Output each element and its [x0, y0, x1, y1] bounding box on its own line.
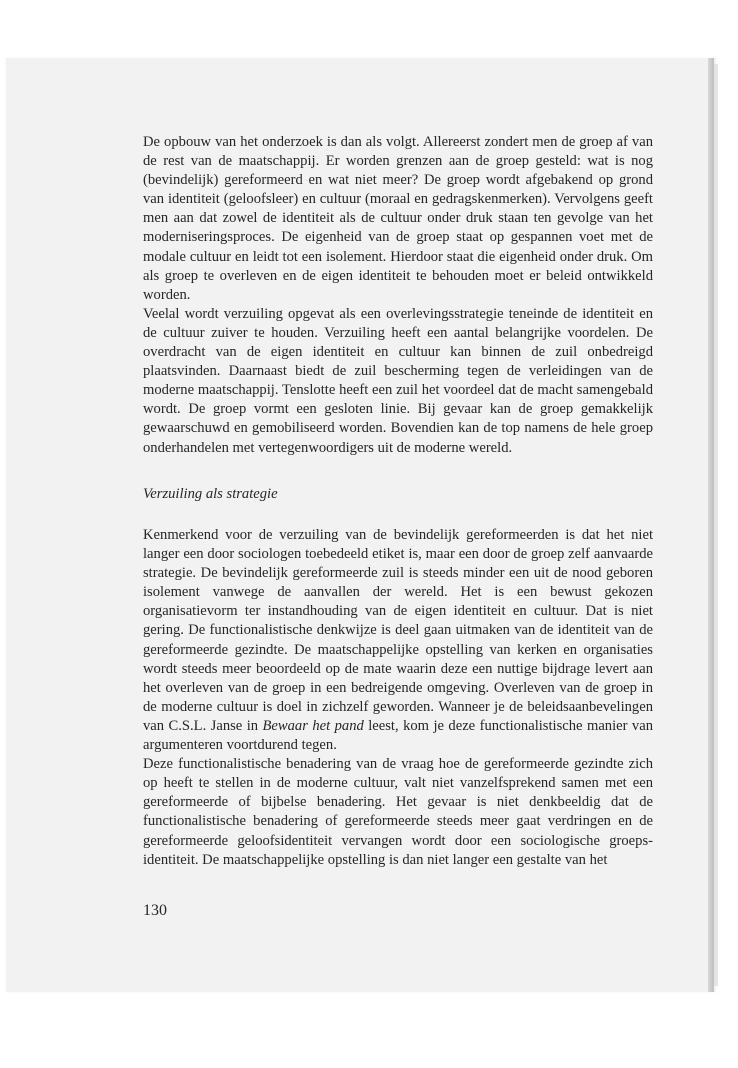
paragraph-3-text-a: Kenmerkend voor de verzuiling van de bevindelijk gereformeerden is dat het niet langer een door sociologen toebedeeld etiket is, maar een door de groep zelf aanvaarde strategie. De bevindelijk gereformeerde zuil is steeds minder een uit de nood geboren isolement vanwege de aanvallen der wereld. Het is een bewust gekozen organisatievorm ter instandhouding van de eigen identiteit en cultuur. Dat is niet gering. De functionalistische denkwijze is deel gaan uitmaken van de identiteit van de gereformeerde gezindte. De maatschappelijke opstelling van kerken en organisaties wordt steeds meer beoordeeld op de mate waarin deze een nuttige bijdrage levert aan het overleven van de groep in een bedreigende omgeving. Overleven van de groep in de moderne cultuur is doel in zichzelf geworden. Wanneer je de beleidsaanbevelingen van C.S.L. Janse in [143, 527, 653, 734]
paragraph-3 [143, 526, 653, 755]
body-section-1 [143, 133, 653, 458]
page-number: 130 [143, 902, 167, 919]
book-title: Bewaar het pand [262, 717, 364, 734]
page-edge-outer [714, 64, 718, 986]
section-heading: Verzuiling als strategie [143, 486, 278, 502]
paragraph-1: De opbouw van het onderzoek is dan als volgt. Allereerst zondert men de groep af van de rest van de maatschappij. Er worden grenzen aan de groep gesteld: wat is nog (bevindelijk) gereformeerd en wat niet meer? De groep wordt afgebakend op grond van identiteit (geloofsleer) en cultuur (moraal en gedragskenmerken). Vervolgens geeft men aan dat zowel de identiteit als de cultuur onder druk staan ten gevolge van het moderniseringsproces. De eigenheid van de groep staat op gespannen voet met de modale cultuur en leidt tot een isolement. Hierdoor staat die eigenheid onder druk. Om als groep te overleven en de eigen identiteit te behouden moet er beleid ontwikkeld worden. [143, 134, 653, 303]
body-section-2 [143, 526, 653, 870]
paragraph-3-text-b: leest, kom je deze functionalistische manier van argumenteren voortdurend tegen. [143, 717, 653, 754]
paragraph-2: Veelal wordt verzuiling opgevat als een overlevingsstrategie teneinde de identiteit en de cultuur zuiver te houden. Verzuiling heeft een aantal belangrijke voordelen. De overdracht van de eigen identiteit en cultuur kan binnen de zuil onbedreigd plaatsvinden. Daarnaast biedt de zuil bescherming tegen de verleidingen van de moderne maatschappij. Tenslotte heeft een zuil het voordeel dat de macht samengebald wordt. De groep vormt een gesloten linie. Bij gevaar kan de groep gemakkelijk gewaarschuwd en gemobiliseerd worden. Bovendien kan de top namens de hele groep onderhandelen met vertegenwoordigers uit de moderne wereld. [143, 305, 653, 456]
paragraph-4: Deze functionalistische benadering van de vraag hoe de gereformeerde gezindte zich op heeft te stellen in de moderne cultuur, valt niet vanzelfsprekend samen met een gereformeerde of bijbelse benadering. Het gevaar is niet denkbeeldig dat de functionalistische benadering of gereformeerde steeds meer gaat verdringen en de gereformeerde geloofsidentiteit vervangen wordt door een sociologische groepsidentiteit. De maatschappelijke opstelling is dan niet langer een gestalte van het [143, 756, 653, 868]
